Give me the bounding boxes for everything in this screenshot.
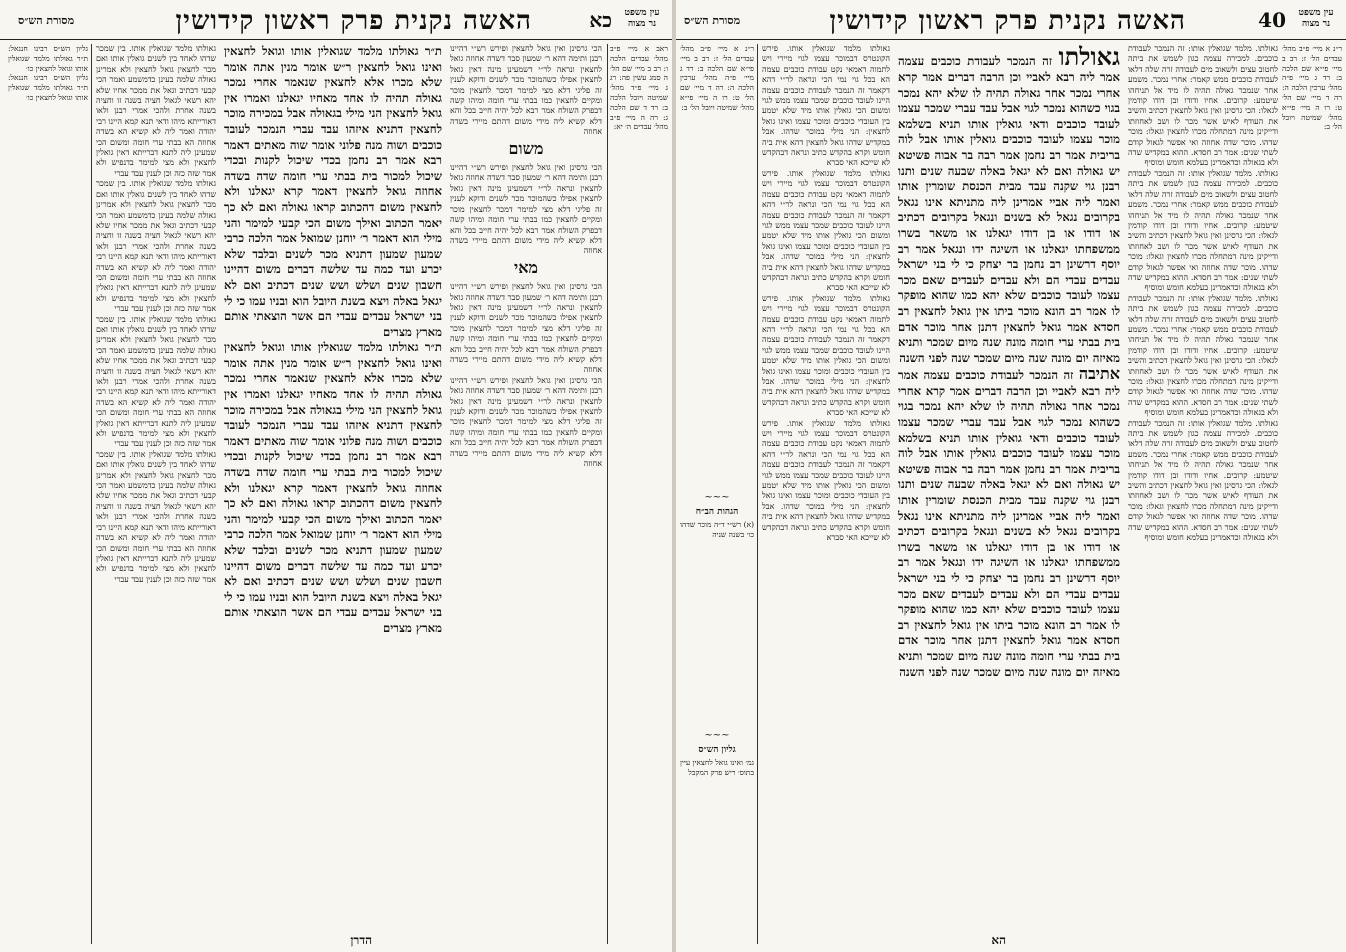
ornament-divider-2: ~~~ [704, 730, 730, 740]
gemara-text: ת״ר גאולתו מלמד שגואלין אותו וגואל לחצאין ואינו גואל לחצאין ר״ש אומר מנין אתה אומר שלא מכרו אלא לחצאין שנאמר אחרי נמכר גאולה תהיה לו אחד מאחיו יגאלנו ואמרו אין גואל לחצאין הני מילי בגאולה אבל במכירה מוכר לחצאין דתניא איזהו עבד עברי הנמכר לעובד כוכבים ושוה מנה פלוני אומר שוה מאתים דאמר רבא אמר רב נחמן בכדי שיכול לקנות ובכדי שיכול למכור בית בבתי ערי חומה שדה בשדה אחוזה גואל לחצאין דאמר קרא יגאלנו ולא לחצאין משום דהכתוב קראו גאולה ואם לא כך יאמר הכתוב ואילך משום הכי קבעי למימר והני מילי הוא דאמר ר׳ יוחנן שמואל אמר הלכה כרבי שמעון שמעון דתניא מכר לשנים ובלבד שלא יכרע ועד כמה עד שלשה דברים משום דהיינו חשבון שנים ושלש ושש שנים דכתיב ואם לא יגאל באלה ויצא בשנת היובל הוא ובניו עמו כי לי בני ישראל עבדים עבדי הם אשר הוצאתי אותם מארץ מצרים [224, 44, 442, 339]
gemara-text: גאולתו זה הנמכר לעבודת כוכבים עצמה אמר ליה רבא לאביי וכן הרבה דברים אמר קרא אחרי נמכר אחר גאולה תהיה לו שלא יהא נמכר בגוי כשהוא נמכר לגוי אבל עבד עברי שמכר עצמו לעובד כוכבים ודאי גואלין אותו תניא בשלמא מוכר עצמו לעובד כוכבים גואלין אותו אבל לוה בריבית אמר רב נחמן אמר רבה בר אבוה פשיטא יש גאולה ואם לא יגאל באלה שבעה שנים ותנו רבנן גוי שקנה עבד מבית הכנסת שומרין אותו ואמר ליה אביי אמרינן ליה מתניתא אינו נגאל בקרובים נגאל לא בשנים ונגאל בקרובים דכתיב או דודו או בן דודו יגאלנו או משאר בשרו ממשפחתו יגאלנו או השיגה ידו ונגאל אמר רב יוסף דרשינן רב נחמן בר יצחק כי לי בני ישראל עבדים עבדי הם ולא עבדים לעבדים שאם מכר עצמו לעובד כוכבים שלא יהא כמו שהוא מופקר לו אמר רב הונא מוכר ביתו אין גואל לחצאין רב חסדא אמר גואל לחצאין דתנן אחר מוכר אדם בית בבתי ערי חומה מונה שנה מיום שמכר ותניא מאיזה יום מונה שנה מיום שמכר שנה לפני השנה [898, 44, 1120, 365]
section-heading: משום [508, 138, 544, 158]
ornament-divider: ~~~ [704, 492, 730, 502]
right-page-header [676, 6, 1346, 40]
mesoret-label: מסורת הש״ס [18, 14, 75, 27]
inner-margin-divider [91, 44, 92, 944]
left-page-header [0, 6, 672, 40]
ein-mishpat-column: ראב א מיי׳ פ״ב מהל׳ עבדים הלכה ו: רב ב מיי׳ שם הל׳ ה סמג עשין פה: רג ג מיי׳ פ״ד מהל׳ שמיטה ויובל הלכה ב: רד ד שם הלכה ג: רה ה מיי׳ פ״ב מהל׳ עבדים ה׳ יא: [610, 44, 668, 132]
gilyon-text: גמ׳ ואינו גואל לחצאין עיין בתוס׳ ריש פרק המקבל [680, 758, 754, 777]
rashi-text: גאולתו. מלמד שגואלין אותו: זה הנמכר לעבודת כוכבים. למכירה עצמה כגון לשמש את ביתה לחטוב עצים ולשאוב מים לעבודה זרה שלה דלאו לעבודת כוכבים ממש קאמר: אחרי נמכר. משמע אחר שנמכר גאולה תהיה לו מיד אל תניחהו שיטמע: קרובים. אחיו ודודו ובן דודו קודמין לגאלו: הכי גרסינן ואין גואל לחצאין דכתיב והשיב את העודף לאיש אשר מכר לו ושב לאחוזתו ודייקינן מינה דמתחלה מכרו לחצאין וגאלו: מוכר שדהו. מוכר שדה אחוזה ואי אפשר לגאול קודם לשתי שנים: אמר רב חסדא. ההוא במקדיש שדה ולא בגאולה וכדאמרינן בעלמא חומש ומוסיף [1128, 44, 1278, 168]
mesoret-column: גליון הש״ס רבינו חננאל: ת״ר גאולתו מלמד שגואלין אותו וגואל לחצאין כו׳ גליון הש״ס רבינו חננאל: ת״ר גאולתו מלמד שגואלין אותו וגואל לחצאין כו׳ [8, 44, 88, 102]
page-title: האשה נקנית פרק ראשון קידושין [829, 6, 1186, 36]
catchword: הא [991, 933, 1006, 947]
margin-divider [607, 44, 608, 944]
hagahot-heading: הגהות הב״ח [695, 507, 739, 517]
outer-margin-divider [757, 44, 758, 944]
left-page [0, 0, 672, 952]
gemara-column: גאולתו זה הנמכר לעבודת כוכבים עצמה אמר ליה רבא לאביי וכן הרבה דברים אמר קרא אחרי נמכר אחר גאולה תהיה לו שלא יהא נמכר בגוי כשהוא נמכר לגוי אבל עבד עברי שמכר עצמו לעובד כוכבים ודאי גואלין אותו תניא בשלמא מוכר עצמו לעובד כוכבים גואלין אותו אבל לוה בריבית אמר רב נחמן אמר רבה בר אבוה פשיטא יש גאולה ואם לא יגאל באלה שבעה שנים ותנו רבנן גוי שקנה עבד מבית הכנסת שומרין אותו ואמר ליה אביי אמרינן ליה מתניתא אינו נגאל בקרובים נגאל לא בשנים ונגאל בקרובים דכתיב או דודו או בן דודו יגאלנו או משאר בשרו ממשפחתו יגאלנו או השיגה ידו ונגאל אמר רב יוסף דרשינן רב נחמן בר יצחק כי לי בני ישראל עבדים עבדי הם ולא עבדים לעבדים שאם מכר עצמו לעובד כוכבים שלא יהא כמו שהוא מופקר לו אמר רב הונא מוכר ביתו אין גואל לחצאין רב חסדא אמר גואל לחצאין דתנן אחר מוכר אדם בית בבתי ערי חומה מונה שנה מיום שמכר ותניא מאיזה יום מונה שנה מיום שמכר שנה לפני השנה אתיבה זה הנמכר לעבודת כוכבים עצמה אמר ליה רבא לאביי וכן הרבה דברים אמר קרא אחרי נמכר אחר גאולה תהיה לו שלא יהא נמכר בגוי כשהוא נמכר לגוי אבל עבד עברי שמכר עצמו לעובד כוכבים ודאי גואלין אותו תניא בשלמא מוכר עצמו לעובד כוכבים גואלין אותו אבל לוה בריבית אמר רב נחמן אמר רבה בר אבוה פשיטא יש גאולה ואם לא יגאל באלה שבעה שנים ותנו רבנן גוי שקנה עבד מבית הכנסת שומרין אותו ואמר ליה אביי אמרינן ליה מתניתא אינו נגאל בקרובים נגאל לא בשנים ונגאל בקרובים דכתיב או דודו או בן דודו יגאלנו או משאר בשרו ממשפחתו יגאלנו או השיגה ידו ונגאל אמר רב יוסף דרשינן רב נחמן בר יצחק כי לי בני ישראל עבדים עבדי הם ולא עבדים לעבדים שאם מכר עצמו לעובד כוכבים שלא יהא כמו שהוא מופקר לו אמר רב הונא מוכר ביתו אין גואל לחצאין רב חסדא אמר גואל לחצאין דתנן אחר מוכר אדם בית בבתי ערי חומה מונה שנה מיום שמכר ותניא מאיזה יום מונה שנה מיום שמכר שנה לפני השנה [898, 44, 1120, 679]
rashi-column: גאולתו. מלמד שגואלין אותו: זה הנמכר לעבודת כוכבים. למכירה עצמה כגון לשמש את ביתה לחטוב עצים ולשאוב מים לעבודה זרה שלה דלאו לעבודת כוכבים ממש קאמר: אחרי נמכר. משמע אחר שנמכר גאולה תהיה לו מיד אל תניחהו שיטמע: קרובים. אחיו ודודו ובן דודו קודמין לגאלו: הכי גרסינן ואין גואל לחצאין דכתיב והשיב את העודף לאיש אשר מכר לו ושב לאחוזתו ודייקינן מינה דמתחלה מכרו לחצאין וגאלו: מוכר שדהו. מוכר שדה אחוזה ואי אפשר לגאול קודם לשתי שנים: אמר רב חסדא. ההוא במקדיש שדה ולא בגאולה וכדאמרינן בעלמא חומש ומוסיף גאולתו. מלמד שגואלין אותו: זה הנמכר לעבודת כוכבים. למכירה עצמה כגון לשמש את ביתה לחטוב עצים ולשאוב מים לעבודה זרה שלה דלאו לעבודת כוכבים ממש קאמר: אחרי נמכר. משמע אחר שנמכר גאולה תהיה לו מיד אל תניחהו שיטמע: קרובים. אחיו ודודו ובן דודו קודמין לגאלו: הכי גרסינן ואין גואל לחצאין דכתיב והשיב את העודף לאיש אשר מכר לו ושב לאחוזתו ודייקינן מינה דמתחלה מכרו לחצאין וגאלו: מוכר שדהו. מוכר שדה אחוזה ואי אפשר לגאול קודם לשתי שנים: אמר רב חסדא. ההוא במקדיש שדה ולא בגאולה וכדאמרינן בעלמא חומש ומוסיף גאולתו. מלמד שגואלין אותו: זה הנמכר לעבודת כוכבים. למכירה עצמה כגון לשמש את ביתה לחטוב עצים ולשאוב מים לעבודה זרה שלה דלאו לעבודת כוכבים ממש קאמר: אחרי נמכר. משמע אחר שנמכר גאולה תהיה לו מיד אל תניחהו שיטמע: קרובים. אחיו ודודו ובן דודו קודמין לגאלו: הכי גרסינן ואין גואל לחצאין דכתיב והשיב את העודף לאיש אשר מכר לו ושב לאחוזתו ודייקינן מינה דמתחלה מכרו לחצאין וגאלו: מוכר שדהו. מוכר שדה אחוזה ואי אפשר לגאול קודם לשתי שנים: אמר רב חסדא. ההוא במקדיש שדה ולא בגאולה וכדאמרינן בעלמא חומש ומוסיף גאולתו. מלמד שגואלין אותו: זה הנמכר לעבודת כוכבים. למכירה עצמה כגון לשמש את ביתה לחטוב עצים ולשאוב מים לעבודה זרה שלה דלאו לעבודת כוכבים ממש קאמר: אחרי נמכר. משמע אחר שנמכר גאולה תהיה לו מיד אל תניחהו שיטמע: קרובים. אחיו ודודו ובן דודו קודמין לגאלו: הכי גרסינן ואין גואל לחצאין דכתיב והשיב את העודף לאיש אשר מכר לו ושב לאחוזתו ודייקינן מינה דמתחלה מכרו לחצאין וגאלו: מוכר שדהו. מוכר שדה אחוזה ואי אפשר לגאול קודם לשתי שנים: אמר רב חסדא. ההוא במקדיש שדה ולא בגאולה וכדאמרינן בעלמא חומש ומוסיף [1128, 44, 1278, 543]
catchword: הדרן [350, 933, 372, 947]
tosafot-column: גאולתו מלמד שגואלין אותו. פירש הקונטרס דבמוכר עצמו לגוי מיירי ויש לתמוה דאמאי נקט עבודת כוכבים עצמה הא בכל גוי נמי הכי ונראה לר״י דהא דקאמר זה הנמכר לעבודת כוכבים עצמה היינו לעובד כוכבים שמכר עצמו ממש לגוי ומשום הכי גואלין אותו מיד שלא יטמע בין העובדי כוכבים ומוכר עצמו ואינו גואל לחצאין: הני מילי במוכר שדהו. אבל במקדיש שדהו גואל לחצאין דהא אית ביה חומש וקרא בהקדש כתיב ונראה דבהקדש לא שייכא האי סברא גאולתו מלמד שגואלין אותו. פירש הקונטרס דבמוכר עצמו לגוי מיירי ויש לתמוה דאמאי נקט עבודת כוכבים עצמה הא בכל גוי נמי הכי ונראה לר״י דהא דקאמר זה הנמכר לעבודת כוכבים עצמה היינו לעובד כוכבים שמכר עצמו ממש לגוי ומשום הכי גואלין אותו מיד שלא יטמע בין העובדי כוכבים ומוכר עצמו ואינו גואל לחצאין: הני מילי במוכר שדהו. אבל במקדיש שדהו גואל לחצאין דהא אית ביה חומש וקרא בהקדש כתיב ונראה דבהקדש לא שייכא האי סברא גאולתו מלמד שגואלין אותו. פירש הקונטרס דבמוכר עצמו לגוי מיירי ויש לתמוה דאמאי נקט עבודת כוכבים עצמה הא בכל גוי נמי הכי ונראה לר״י דהא דקאמר זה הנמכר לעבודת כוכבים עצמה היינו לעובד כוכבים שמכר עצמו ממש לגוי ומשום הכי גואלין אותו מיד שלא יטמע בין העובדי כוכבים ומוכר עצמו ואינו גואל לחצאין: הני מילי במוכר שדהו. אבל במקדיש שדהו גואל לחצאין דהא אית ביה חומש וקרא בהקדש כתיב ונראה דבהקדש לא שייכא האי סברא גאולתו מלמד שגואלין אותו. פירש הקונטרס דבמוכר עצמו לגוי מיירי ויש לתמוה דאמאי נקט עבודת כוכבים עצמה הא בכל גוי נמי הכי ונראה לר״י דהא דקאמר זה הנמכר לעבודת כוכבים עצמה היינו לעובד כוכבים שמכר עצמו ממש לגוי ומשום הכי גואלין אותו מיד שלא יטמע בין העובדי כוכבים ומוכר עצמו ואינו גואל לחצאין: הני מילי במוכר שדהו. אבל במקדיש שדהו גואל לחצאין דהא אית ביה חומש וקרא בהקדש כתיב ונראה דבהקדש לא שייכא האי סברא [762, 44, 890, 543]
page-number: 40 [1258, 8, 1286, 32]
ein-mishpat-label: עין משפט נר מצוה [1298, 8, 1334, 29]
section-word: אתיבה [1078, 364, 1120, 384]
hagahot-text: (א) רש״י ד״ה מוכר שדהו כו׳ בשנה שניה [680, 520, 754, 539]
rashi-text: גאולתו מלמד שגואלין אותו. בין שמכר שדהו לאחד בין לשנים גואלין אותו ואם מכר לחצאין גואל לחצאין ולא אמרינן גאולה שלמה בעינן כדמשמע ואמר הכי קבעי דכתיב וגאל את ממכר אחיו שלא יהא רשאי לגאול חציה בשנה זו וחציה בשנה אחרת ולהכי אמרי רבנן ולאו דאורייתא מיהו ודאי תנא קמא היינו רבי יהודה ואמר ליה לא קשיא הא בשדה אחוזה הא בבתי ערי חומה ומשום הכי שמעינן ליה לתנא דברייתא דאין גואלין לחצאין ולא מצי למימר בדנפיש ולא אמר שזה כזה וכן לענין עבד עברי [96, 44, 216, 178]
section-heading-2: מאי [514, 257, 538, 277]
tosafot-text: הכי גרסינן ואין גואל לחצאין ופירש רש״י דהיינו רבנן ותימה דהא ר׳ שמעון סבר דשדה אחוזה גואל לחצאין ונראה לר״י דשמעינן מינה דאין גואל לחצאין אפילו כשהמוכר מכר לשנים ודוקא לענין זה פליגי דלא מצי למימר דמכר לחצאין מוכר ומקיים לחצאין כמו בבתי ערי חומה ומיהו קשה דבפרק השולח אמר רבא לכל יהיה חייב בכל והא דלא קשיא ליה מידי משום דהתם מיירי בשדה אחוזה [450, 44, 602, 137]
gemara-column: ת״ר גאולתו מלמד שגואלין אותו וגואל לחצאין ואינו גואל לחצאין ר״ש אומר מנין אתה אומר שלא מכרו אלא לחצאין שנאמר אחרי נמכר גאולה תהיה לו אחד מאחיו יגאלנו ואמרו אין גואל לחצאין הני מילי בגאולה אבל במכירה מוכר לחצאין דתניא איזהו עבד עברי הנמכר לעובד כוכבים ושוה מנה פלוני אומר שוה מאתים דאמר רבא אמר רב נחמן בכדי שיכול לקנות ובכדי שיכול למכור בית בבתי ערי חומה שדה בשדה אחוזה גואל לחצאין דאמר קרא יגאלנו ולא לחצאין משום דהכתוב קראו גאולה ואם לא כך יאמר הכתוב ואילך משום הכי קבעי למימר והני מילי הוא דאמר ר׳ יוחנן שמואל אמר הלכה כרבי שמעון שמעון דתניא מכר לשנים ובלבד שלא יכרע ועד כמה עד שלשה דברים משום דהיינו חשבון שנים ושלש ושש שנים דכתיב ואם לא יגאל באלה ויצא בשנת היובל הוא ובניו עמו כי לי בני ישראל עבדים עבדי הם אשר הוצאתי אותם מארץ מצרים ת״ר גאולתו מלמד שגואלין אותו וגואל לחצאין ואינו גואל לחצאין ר״ש אומר מנין אתה אומר שלא מכרו אלא לחצאין שנאמר אחרי נמכר גאולה תהיה לו אחד מאחיו יגאלנו ואמרו אין גואל לחצאין הני מילי בגאולה אבל במכירה מוכר לחצאין דתניא איזהו עבד עברי הנמכר לעובד כוכבים ושוה מנה פלוני אומר שוה מאתים דאמר רבא אמר רב נחמן בכדי שיכול לקנות ובכדי שיכול למכור בית בבתי ערי חומה שדה בשדה אחוזה גואל לחצאין דאמר קרא יגאלנו ולא לחצאין משום דהכתוב קראו גאולה ואם לא כך יאמר הכתוב ואילך משום הכי קבעי למימר והני מילי הוא דאמר ר׳ יוחנן שמואל אמר הלכה כרבי שמעון שמעון דתניא מכר לשנים ובלבד שלא יכרע ועד כמה עד שלשה דברים משום דהיינו חשבון שנים ושלש ושש שנים דכתיב ואם לא יגאל באלה ויצא בשנת היובל הוא ובניו עמו כי לי בני ישראל עבדים עבדי הם אשר הוצאתי אותם מארץ מצרים [224, 44, 442, 635]
tosafot-text: גאולתו מלמד שגואלין אותו. פירש הקונטרס דבמוכר עצמו לגוי מיירי ויש לתמוה דאמאי נקט עבודת כוכבים עצמה הא בכל גוי נמי הכי ונראה לר״י דהא דקאמר זה הנמכר לעבודת כוכבים עצמה היינו לעובד כוכבים שמכר עצמו ממש לגוי ומשום הכי גואלין אותו מיד שלא יטמע בין העובדי כוכבים ומוכר עצמו ואינו גואל לחצאין: הני מילי במוכר שדהו. אבל במקדיש שדהו גואל לחצאין דהא אית ביה חומש וקרא בהקדש כתיב ונראה דבהקדש לא שייכא האי סברא [762, 44, 890, 168]
right-page [676, 0, 1346, 952]
ein-mishpat-column: ר״נ א מיי׳ פ״ב מהל׳ עבדים הל׳ ז: רב ב מיי׳ פי״א שם הלכה ב: רד ג מיי׳ פ״ה מהל׳ ערכין הלכה ה: רה ד מיי׳ שם הל׳ ט: רו ה מיי׳ פי״א מהל׳ שמיטה ויובל הל׳ ב: [680, 44, 754, 112]
rashi-column: גאולתו מלמד שגואלין אותו. בין שמכר שדהו לאחד בין לשנים גואלין אותו ואם מכר לחצאין גואל לחצאין ולא אמרינן גאולה שלמה בעינן כדמשמע ואמר הכי קבעי דכתיב וגאל את ממכר אחיו שלא יהא רשאי לגאול חציה בשנה זו וחציה בשנה אחרת ולהכי אמרי רבנן ולאו דאורייתא מיהו ודאי תנא קמא היינו רבי יהודה ואמר ליה לא קשיא הא בשדה אחוזה הא בבתי ערי חומה ומשום הכי שמעינן ליה לתנא דברייתא דאין גואלין לחצאין ולא מצי למימר בדנפיש ולא אמר שזה כזה וכן לענין עבד עברי גאולתו מלמד שגואלין אותו. בין שמכר שדהו לאחד בין לשנים גואלין אותו ואם מכר לחצאין גואל לחצאין ולא אמרינן גאולה שלמה בעינן כדמשמע ואמר הכי קבעי דכתיב וגאל את ממכר אחיו שלא יהא רשאי לגאול חציה בשנה זו וחציה בשנה אחרת ולהכי אמרי רבנן ולאו דאורייתא מיהו ודאי תנא קמא היינו רבי יהודה ואמר ליה לא קשיא הא בשדה אחוזה הא בבתי ערי חומה ומשום הכי שמעינן ליה לתנא דברייתא דאין גואלין לחצאין ולא מצי למימר בדנפיש ולא אמר שזה כזה וכן לענין עבד עברי גאולתו מלמד שגואלין אותו. בין שמכר שדהו לאחד בין לשנים גואלין אותו ואם מכר לחצאין גואל לחצאין ולא אמרינן גאולה שלמה בעינן כדמשמע ואמר הכי קבעי דכתיב וגאל את ממכר אחיו שלא יהא רשאי לגאול חציה בשנה זו וחציה בשנה אחרת ולהכי אמרי רבנן ולאו דאורייתא מיהו ודאי תנא קמא היינו רבי יהודה ואמר ליה לא קשיא הא בשדה אחוזה הא בבתי ערי חומה ומשום הכי שמעינן ליה לתנא דברייתא דאין גואלין לחצאין ולא מצי למימר בדנפיש ולא אמר שזה כזה וכן לענין עבד עברי גאולתו מלמד שגואלין אותו. בין שמכר שדהו לאחד בין לשנים גואלין אותו ואם מכר לחצאין גואל לחצאין ולא אמרינן גאולה שלמה בעינן כדמשמע ואמר הכי קבעי דכתיב וגאל את ממכר אחיו שלא יהא רשאי לגאול חציה בשנה זו וחציה בשנה אחרת ולהכי אמרי רבנן ולאו דאורייתא מיהו ודאי תנא קמא היינו רבי יהודה ואמר ליה לא קשיא הא בשדה אחוזה הא בבתי ערי חומה ומשום הכי שמעינן ליה לתנא דברייתא דאין גואלין לחצאין ולא מצי למימר בדנפיש ולא אמר שזה כזה וכן לענין עבד עברי [96, 44, 216, 584]
opening-word: גאולתו [1058, 44, 1120, 71]
page-title: האשה נקנית פרק ראשון קידושין [175, 6, 532, 36]
gilyon-heading: גליון הש״ס [698, 745, 736, 755]
tosafot-column: הכי גרסינן ואין גואל לחצאין ופירש רש״י דהיינו רבנן ותימה דהא ר׳ שמעון סבר דשדה אחוזה גואל לחצאין ונראה לר״י דשמעינן מינה דאין גואל לחצאין אפילו כשהמוכר מכר לשנים ודוקא לענין זה פליגי דלא מצי למימר דמכר לחצאין מוכר ומקיים לחצאין כמו בבתי ערי חומה ומיהו קשה דבפרק השולח אמר רבא לכל יהיה חייב בכל והא דלא קשיא ליה מידי משום דהתם מיירי בשדה אחוזה משום הכי גרסינן ואין גואל לחצאין ופירש רש״י דהיינו רבנן ותימה דהא ר׳ שמעון סבר דשדה אחוזה גואל לחצאין ונראה לר״י דשמעינן מינה דאין גואל לחצאין אפילו כשהמוכר מכר לשנים ודוקא לענין זה פליגי דלא מצי למימר דמכר לחצאין מוכר ומקיים לחצאין כמו בבתי ערי חומה ומיהו קשה דבפרק השולח אמר רבא לכל יהיה חייב בכל והא דלא קשיא ליה מידי משום דהתם מיירי בשדה אחוזה מאי הכי גרסינן ואין גואל לחצאין ופירש רש״י דהיינו רבנן ותימה דהא ר׳ שמעון סבר דשדה אחוזה גואל לחצאין ונראה לר״י דשמעינן מינה דאין גואל לחצאין אפילו כשהמוכר מכר לשנים ודוקא לענין זה פליגי דלא מצי למימר דמכר לחצאין מוכר ומקיים לחצאין כמו בבתי ערי חומה ומיהו קשה דבפרק השולח אמר רבא לכל יהיה חייב בכל והא דלא קשיא ליה מידי משום דהתם מיירי בשדה אחוזה הכי גרסינן ואין גואל לחצאין ופירש רש״י דהיינו רבנן ותימה דהא ר׳ שמעון סבר דשדה אחוזה גואל לחצאין ונראה לר״י דשמעינן מינה דאין גואל לחצאין אפילו כשהמוכר מכר לשנים ודוקא לענין זה פליגי דלא מצי למימר דמכר לחצאין מוכר ומקיים לחצאין כמו בבתי ערי חומה ומיהו קשה דבפרק השולח אמר רבא לכל יהיה חייב בכל והא דלא קשיא ליה מידי משום דהתם מיירי בשדה אחוזה [450, 44, 602, 469]
mesoret-column: ר״נ א מיי׳ פ״ב מהל׳ עבדים הל׳ ז: רב ב מיי׳ פי״א שם הלכה ב: רד ג מיי׳ פ״ה מהל׳ ערכין הלכה ה: רה ד מיי׳ שם הל׳ ט: רו ה מיי׳ פי״א מהל׳ שמיטה ויובל הל׳ ב: [1282, 44, 1342, 132]
mesoret-label: מסורת הש״ס [684, 14, 741, 27]
folio-number: כא [589, 8, 612, 32]
ein-mishpat-label: עין משפט נר מצוה [624, 8, 660, 29]
